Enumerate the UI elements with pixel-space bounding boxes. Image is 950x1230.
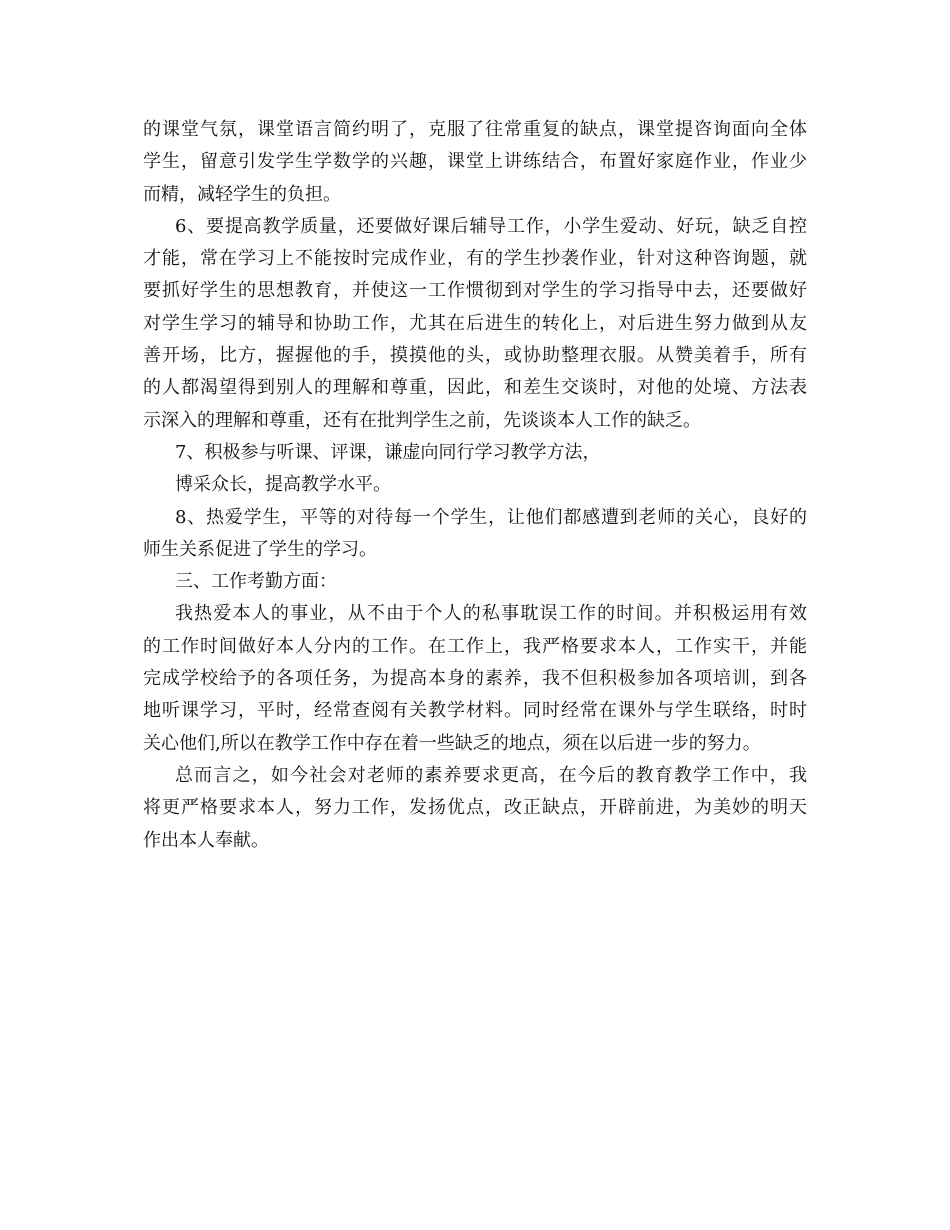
text-line: 6、要提高教学质量，还要做好课后辅导工作，小学生爱动、好玩，缺乏自控 xyxy=(175,215,807,237)
paragraph-classroom-atmosphere xyxy=(143,114,807,211)
text-line: 7、积极参与听课、评课，谦虚向同行学习教学方法， xyxy=(175,441,601,463)
document-body xyxy=(143,114,807,857)
paragraph-item-8-love-students xyxy=(143,502,807,567)
text-line: 将更严格要求本人，努力工作，发扬优点，改正缺点，开辟前进，为美妙的明天 xyxy=(143,797,807,819)
text-line: 而精，减轻学生的负担。 xyxy=(143,183,341,205)
text-line: 善开场，比方，握握他的手，摸摸他的头，或协助整理衣服。从赞美着手，所有 xyxy=(143,345,807,367)
paragraph-attendance-details xyxy=(143,598,807,759)
text-line: 示深入的理解和尊重，还有在批判学生之前，先谈谈本人工作的缺乏。 xyxy=(143,409,701,431)
text-line: 才能，常在学习上不能按时完成作业，有的学生抄袭作业，针对这种咨询题，就 xyxy=(143,248,807,270)
text-line: 作出本人奉献。 xyxy=(143,829,269,851)
text-line: 关心他们,所以在教学工作中存在着一些缺乏的地点，须在以后进一步的努力。 xyxy=(143,732,761,754)
paragraph-item-6-tutoring xyxy=(143,211,807,437)
paragraph-conclusion xyxy=(143,760,807,857)
text-line: 8、热爱学生，平等的对待每一个学生，让他们都感遭到老师的关心，良好的 xyxy=(175,506,807,528)
text-line: 博采众长，提高教学水平。 xyxy=(175,474,391,496)
text-line: 我热爱本人的事业，从不由于个人的私事耽误工作的时间。并积极运用有效 xyxy=(175,603,807,625)
text-line: 三、工作考勤方面： xyxy=(175,571,337,593)
section-heading-attendance xyxy=(143,566,807,598)
text-line: 学生，留意引发学生学数学的兴趣，课堂上讲练结合，布置好家庭作业，作业少 xyxy=(143,151,807,173)
text-line: 地听课学习，平时，经常查阅有关教学材料。同时经常在课外与学生联络，时时 xyxy=(143,700,807,722)
text-line: 要抓好学生的思想教育，并使这一工作惯彻到对学生的学习指导中去，还要做好 xyxy=(143,280,807,302)
text-line: 的课堂气氛，课堂语言简约明了，克服了往常重复的缺点，课堂提咨询面向全体 xyxy=(143,119,807,140)
paragraph-item-7-continued xyxy=(143,469,807,501)
paragraph-item-7-lesson-observation xyxy=(143,437,807,469)
text-line: 完成学校给予的各项任务，为提高本身的素养，我不但积极参加各项培训，到各 xyxy=(143,668,807,690)
text-line: 的工作时间做好本人分内的工作。在工作上，我严格要求本人，工作实干，并能 xyxy=(143,635,807,657)
text-line: 总而言之，如今社会对老师的素养要求更高，在今后的教育教学工作中，我 xyxy=(175,764,807,786)
text-line: 的人都渴望得到别人的理解和尊重，因此，和差生交谈时，对他的处境、方法表 xyxy=(143,377,807,399)
text-line: 师生关系促进了学生的学习。 xyxy=(143,538,377,560)
text-line: 对学生学习的辅导和协助工作，尤其在后进生的转化上，对后进生努力做到从友 xyxy=(143,312,807,334)
